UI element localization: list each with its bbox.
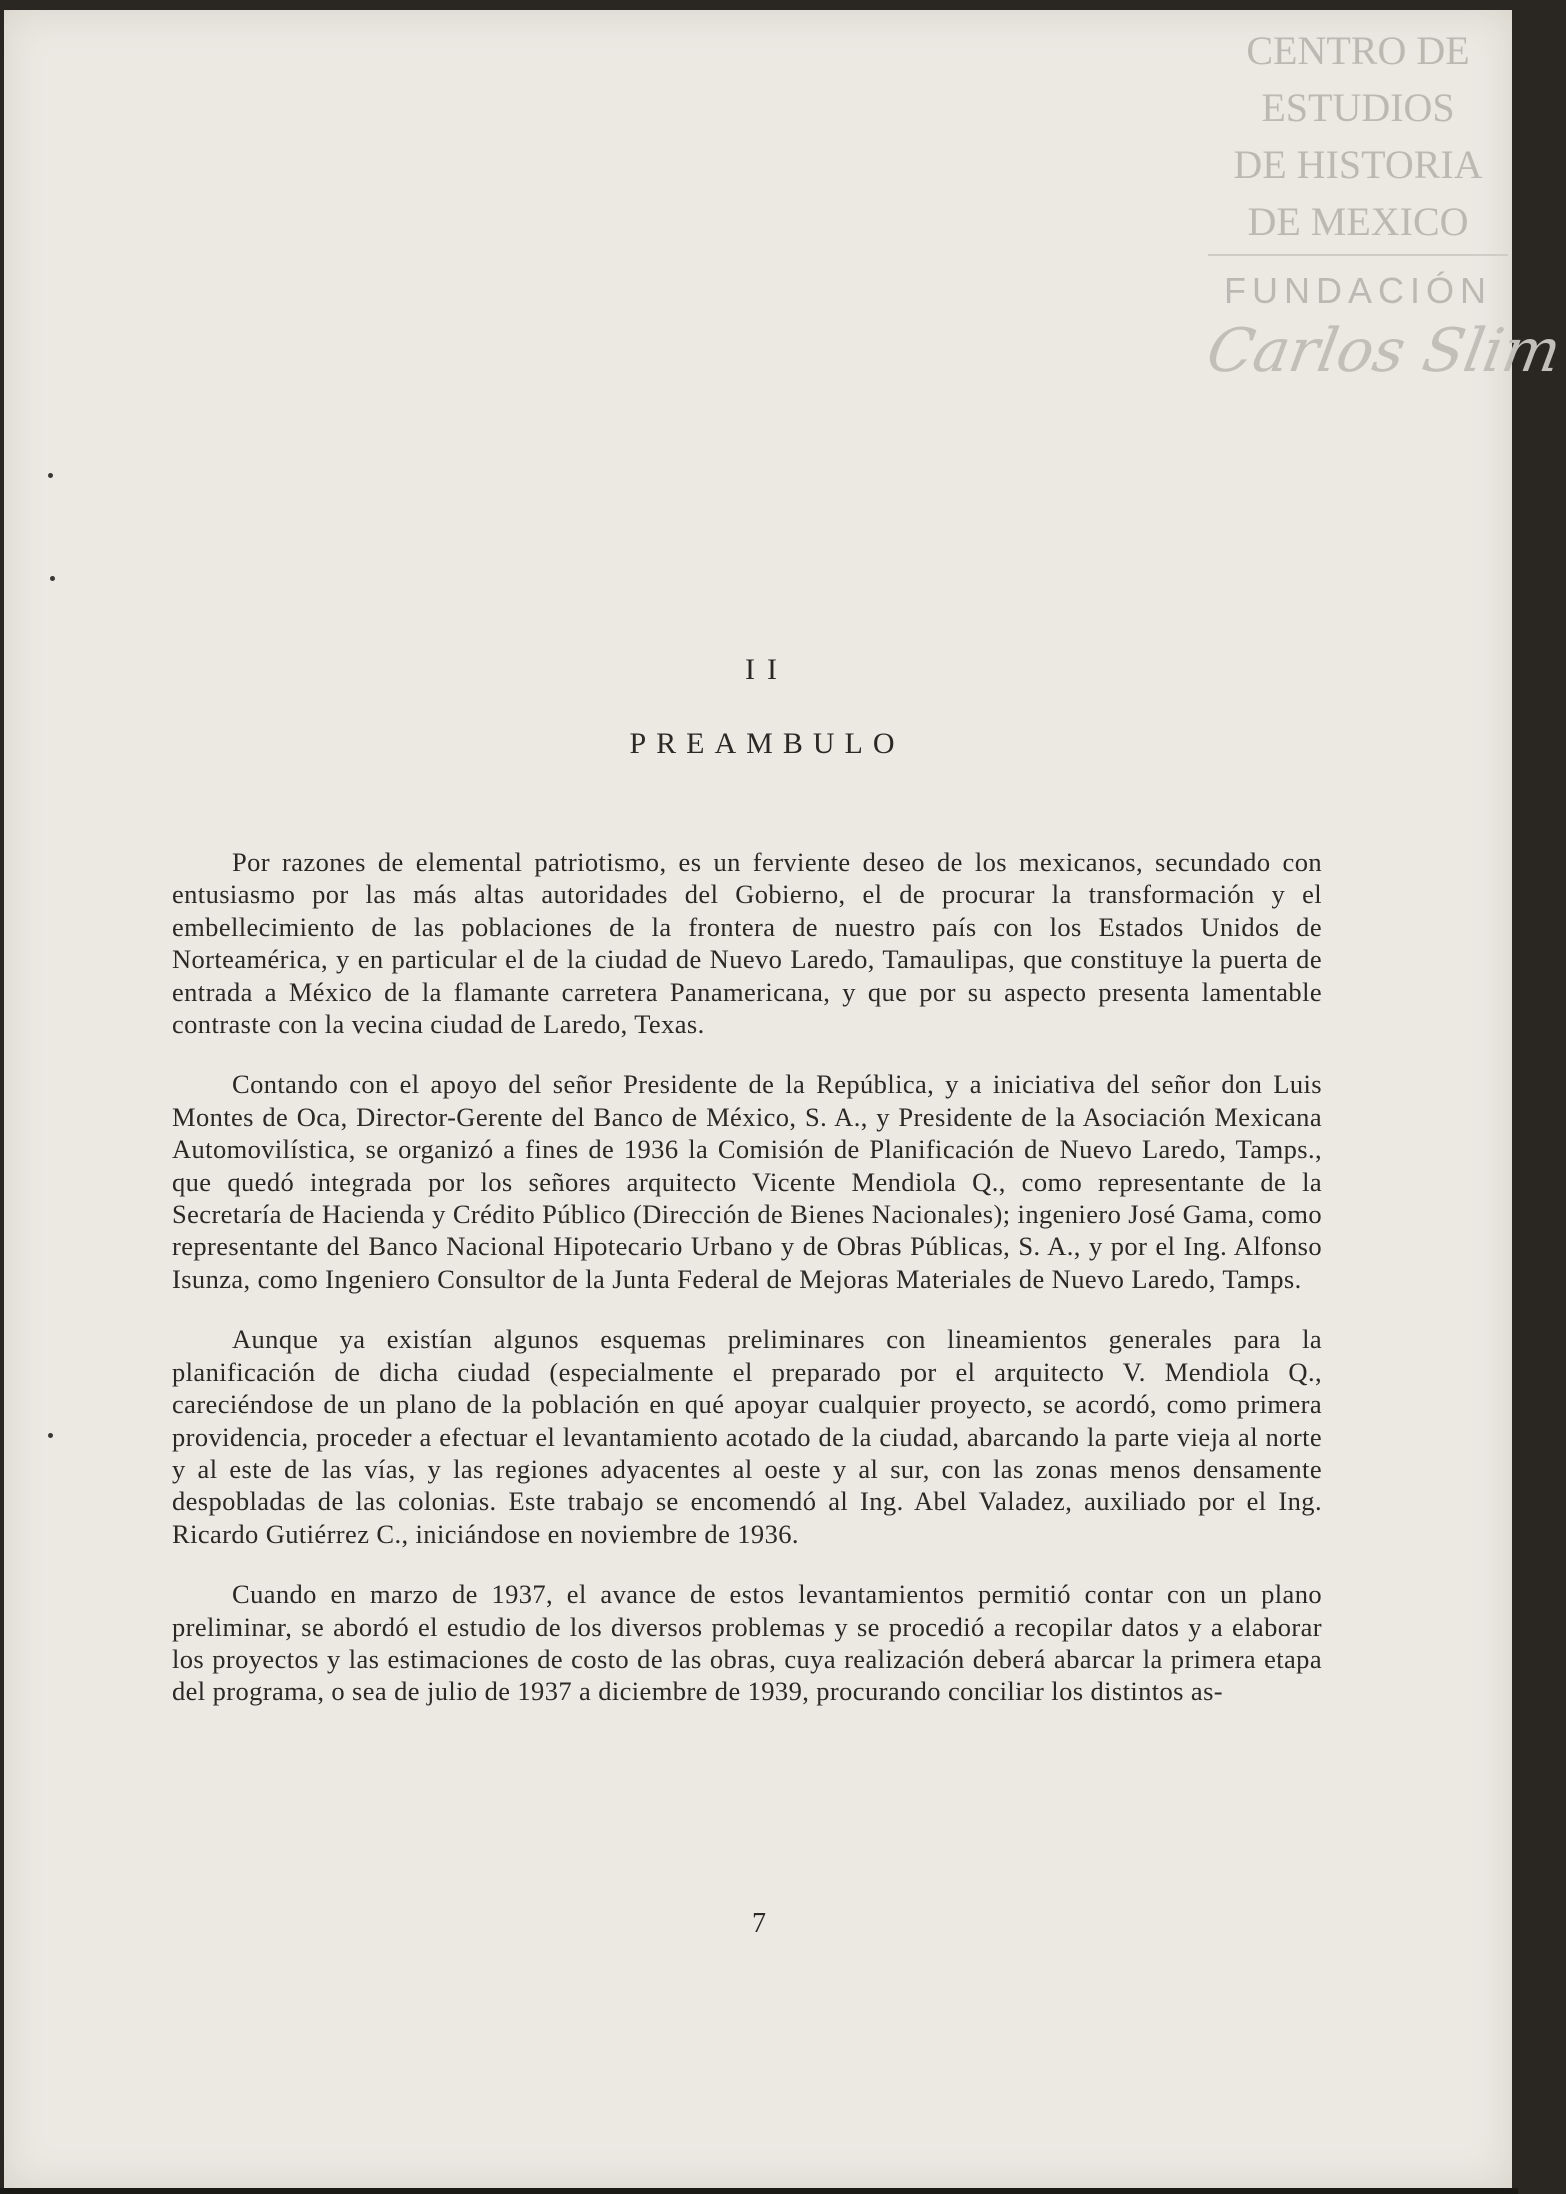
paper-speck (50, 576, 55, 581)
watermark-line: DE HISTORIA (1233, 142, 1483, 187)
body-text (172, 846, 1322, 1708)
watermark-foundation: FUNDACIÓN (1224, 270, 1492, 311)
chapter-number: II (745, 653, 789, 686)
page-number: 7 (752, 1908, 766, 1939)
watermark-line: CENTRO DE (1246, 28, 1470, 73)
watermark-line: DE MEXICO (1247, 199, 1469, 244)
document-page (4, 10, 1566, 2188)
paragraph: Contando con el apoyo del señor Presidente de la República, y a iniciativa del señor don Luis Montes de Oca, Director-Gerente del Banco de México, S. A., y Presidente de la Asociación Mexicana Automovilística, se organizó a fines de 1936 la Comisión de Planificación de Nuevo Laredo, Tamps., que quedó integrada por los señores arquitecto Vicente Mendiola Q., como representante de la Secretaría de Hacienda y Crédito Público (Dirección de Bienes Nacionales); ingeniero José Gama, como representante del Banco Nacional Hipotecario Urbano y de Obras Públicas, S. A., y por el Ing. Alfonso Isunza, como Ingeniero Consultor de la Junta Federal de Mejoras Materiales de Nuevo Laredo, Tamps. (172, 1069, 1322, 1294)
watermark-line: ESTUDIOS (1261, 85, 1455, 130)
paragraph: Aunque ya existían algunos esquemas preliminares con lineamientos generales para la planificación de dicha ciudad (especialmente el preparado por el arquitecto V. Mendiola Q., careciéndose de un plano de la población en qué apoyar cualquier proyecto, se acordó, como primera providencia, proceder a efectuar el levantamiento acotado de la ciudad, abarcando la parte vieja al norte y al este de las vías, y las regiones adyacentes al oeste y al sur, con las zonas menos densamente despobladas de las colonias. Este trabajo se encomendó al Ing. Abel Valadez, auxiliado por el Ing. Ricardo Gutiérrez C., iniciándose en noviembre de 1936. (172, 1324, 1322, 1549)
paragraph: Por razones de elemental patriotismo, es un ferviente deseo de los mexicanos, secundado con entusiasmo por las más altas autoridades del Gobierno, el de procurar la transformación y el embellecimiento de las poblaciones de la frontera de nuestro país con los Estados Unidos de Norteamérica, y en particular el de la ciudad de Nuevo Laredo, Tamaulipas, que constituye la puerta de entrada a México de la flamante carretera Panamericana, y que por su aspecto presenta lamentable contraste con la vecina ciudad de Laredo, Texas. (172, 847, 1322, 1040)
watermark-signature: Carlos Slim (1201, 316, 1566, 386)
page-content (172, 640, 1322, 1736)
paper-speck (48, 473, 53, 478)
watermark-divider (1208, 254, 1508, 256)
archive-watermark (1201, 22, 1566, 386)
paper-speck (48, 1433, 53, 1438)
paragraph: Cuando en marzo de 1937, el avance de estos levantamientos permitió contar con un plano preliminar, se abordó el estudio de los diversos problemas y se procedió a recopilar datos y a elaborar los proyectos y las estimaciones de costo de las obras, cuya realización deberá abarcar la primera etapa del programa, o sea de julio de 1937 a diciembre de 1939, procurando conciliar los distintos as- (172, 1579, 1322, 1707)
chapter-title: PREAMBULO (629, 727, 905, 760)
scan-border (0, 2188, 1518, 2194)
